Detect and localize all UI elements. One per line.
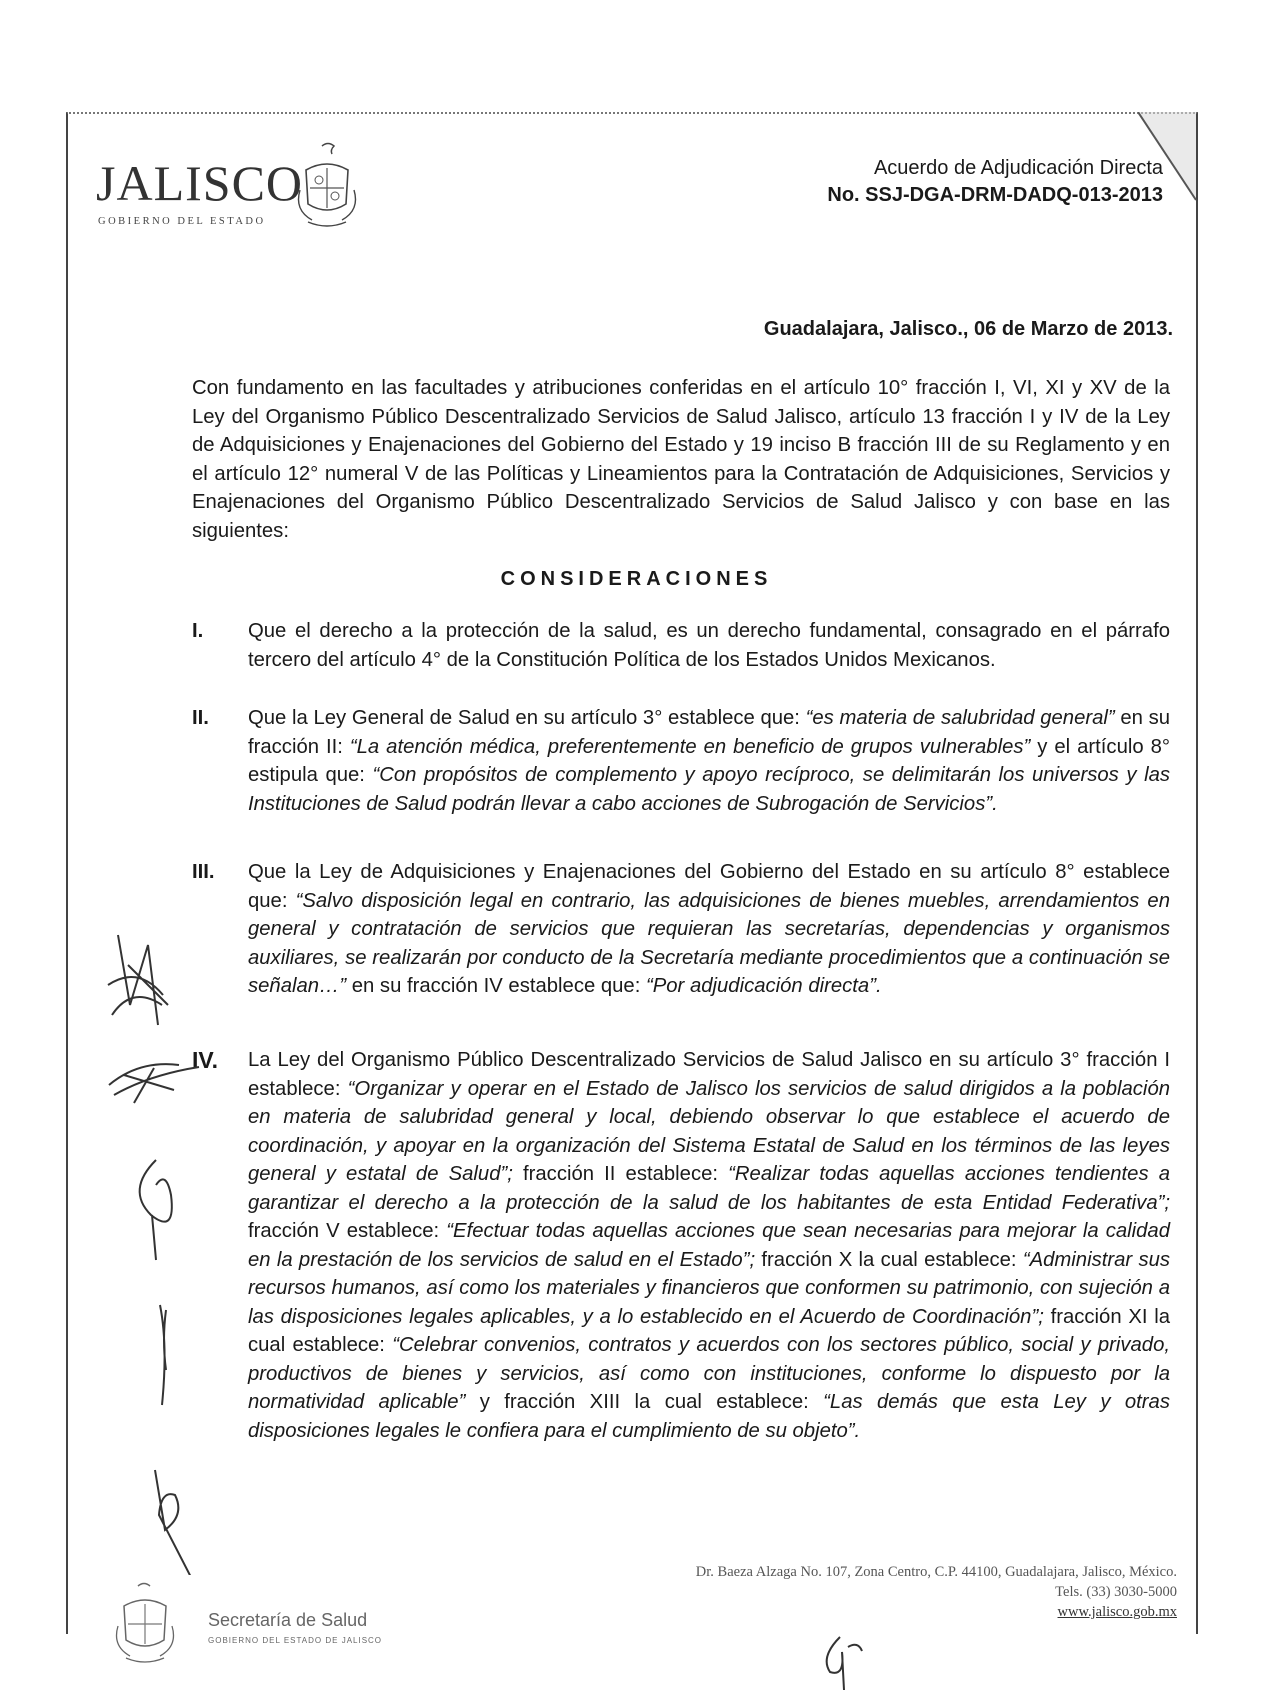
secretaria-salud-logo: [110, 1580, 410, 1670]
state-seal-icon: [292, 140, 362, 232]
margin-initials-icon: [145, 1465, 205, 1575]
item-text: Que la Ley de Adquisiciones y Enajenaciones del Gobierno del Estado en su artículo 8° establece que: “Salvo disposición legal en contrario, las adquisiciones de bienes muebles, arrendamientos en general y contratación de servicios que requieran las secretarías, dependencias y organismos auxiliares, se realizarán por conducto de la Secretaría mediante procedimientos que a continuación se señalan…” en su fracción IV establece que: “Por adjudicación directa”.: [248, 861, 1170, 997]
jalisco-logo: [96, 140, 386, 240]
date-line: Guadalajara, Jalisco., 06 de Marzo de 2013.: [763, 318, 1173, 340]
document-number: No. SSJ-DGA-DRM-DADQ-013-2013: [827, 184, 1163, 206]
item-number: I.: [192, 620, 204, 642]
footer-address-block: [696, 1562, 1177, 1622]
item-number: II.: [192, 707, 209, 729]
margin-initials-icon: [104, 1055, 204, 1110]
consideration-item: [192, 1046, 1170, 1445]
footer-website-link[interactable]: www.jalisco.gob.mx: [1057, 1604, 1177, 1620]
consideration-item: [192, 617, 1170, 674]
document-header: [827, 155, 1163, 209]
consideration-item: [192, 704, 1170, 818]
item-number: III.: [192, 861, 215, 883]
item-text: La Ley del Organismo Público Descentralizado Servicios de Salud Jalisco en su artículo 3° fracción I establece: “Organizar y operar en el Estado de Jalisco los servicios de salud dirigidos a la población en materia de salubridad general y local, debiendo observar lo que establece el acuerdo de coordinación, y apoyar en la organización del Sistema Estatal de Salud en los términos de las leyes general y estatal de Salud”; fracción II establece: “Realizar todas aquellas acciones tendientes a garantizar el derecho a la protección de la salud de los habitantes de esta Entidad Federativa”; fracción V establece: “Efectuar todas aquellas acciones que sean necesarias para mejorar la calidad en la prestación de los servicios de salud en el Estado”; fracción X la cual establece: “Administrar sus recursos humanos, así como los materiales y financieros que conformen su patrimonio, con sujeción a las disposiciones legales aplicables, y a lo establecido en el Acuerdo de Coordinación”; fracción XI la cual establece: “Celebrar convenios, contratos y acuerdos con los sectores público, social y privado, productivos de bienes y servicios, así como con instituciones, conforme lo dispuesto por la normatividad aplicable” y fracción XIII la cual establece: “Las demás que esta Ley y otras disposiciones legales le confiera para el cumplimiento de su objeto”.: [248, 1049, 1171, 1442]
document-type: Acuerdo de Adjudicación Directa: [873, 157, 1163, 179]
footer-agency-subtitle: GOBIERNO DEL ESTADO DE JALISCO: [208, 1636, 383, 1645]
margin-initials-icon: [128, 1155, 188, 1265]
footer-agency-name: Secretaría de Salud: [208, 1610, 368, 1630]
margin-mark-icon: [148, 1300, 178, 1410]
consideration-item: [192, 858, 1170, 1001]
section-title: CONSIDERACIONES: [500, 568, 773, 590]
logo-wordmark: JALISCO: [96, 155, 304, 211]
footer-address: Dr. Baeza Alzaga No. 107, Zona Centro, C.P. 44100, Guadalajara, Jalisco, México.: [695, 1564, 1177, 1580]
footer-phone: Tels. (33) 3030-5000: [1055, 1584, 1177, 1600]
footer-seal-icon: [110, 1580, 180, 1668]
logo-subtitle: GOBIERNO DEL ESTADO: [98, 216, 266, 227]
footer-initials-icon: [818, 1632, 868, 1692]
intro-paragraph: Con fundamento en las facultades y atribuciones conferidas en el artículo 10° fracción I, VI, XI y XV de la Ley del Organismo Público Descentralizado Servicios de Salud Jalisco, artículo 13 fracción I y IV de la Ley de Adquisiciones y Enajenaciones del Gobierno del Estado y 19 inciso B fracción III de su Reglamento y en el artículo 12° numeral V de las Políticas y Lineamientos para la Contratación de Adquisiciones, Servicios y Enajenaciones del Organismo Público Descentralizado Servicios de Salud Jalisco y con base en las siguientes:: [192, 377, 1170, 542]
item-text: Que la Ley General de Salud en su artículo 3° establece que: “es materia de salubridad general” en su fracción II: “La atención médica, preferentemente en beneficio de grupos vulnerables” y el artículo 8° estipula que: “Con propósitos de complemento y apoyo recíproco, se delimitarán los universos y las Instituciones de Salud podrán llevar a cabo acciones de Subrogación de Servicios”.: [248, 707, 1170, 815]
margin-signature-icon: [98, 925, 178, 1045]
item-text: Que el derecho a la protección de la salud, es un derecho fundamental, consagrado en el párrafo tercero del artículo 4° de la Constitución Política de los Estados Unidos Mexicanos.: [248, 620, 1170, 671]
item-number: IV.: [192, 1047, 219, 1073]
